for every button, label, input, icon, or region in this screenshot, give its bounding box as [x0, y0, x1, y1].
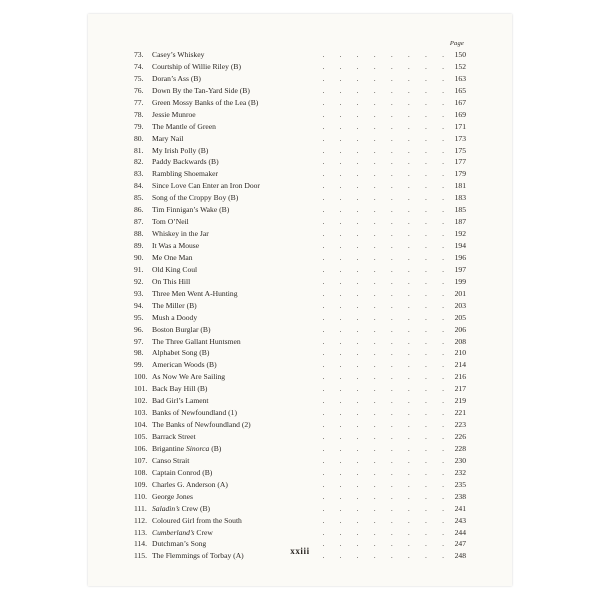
toc-entry — [134, 228, 466, 240]
entry-title — [152, 85, 250, 97]
dot-leader: . . . . . . . . — [322, 157, 444, 167]
entry-title-text: Tim Finnigan’s Wake (B) — [152, 205, 230, 215]
toc-entry — [134, 515, 466, 527]
entry-page-number: 181 — [454, 181, 466, 191]
entry-number: 100. — [134, 372, 148, 382]
toc-entry — [134, 216, 466, 228]
entry-title-text: Whiskey in the Jar — [152, 229, 209, 239]
entry-title-text: Rambling Shoemaker — [152, 169, 219, 179]
entry-page-number: 238 — [454, 491, 466, 501]
dot-leader: . . . . . . . . — [322, 420, 444, 430]
entry-title — [152, 515, 242, 527]
entry-page-number: 223 — [454, 420, 466, 430]
entry-title-text: My Irish Polly (B) — [152, 145, 209, 155]
entry-title-text: Coloured Girl from the South — [152, 515, 242, 525]
entry-title — [152, 383, 207, 395]
entry-title — [152, 133, 183, 145]
entry-number: 114. — [134, 539, 148, 549]
toc-entry — [134, 133, 466, 145]
toc-entry — [134, 145, 466, 157]
entry-title-text: Casey’s Whiskey — [152, 50, 205, 59]
entry-page-number: 175 — [454, 145, 466, 155]
entry-page-number: 177 — [454, 157, 466, 167]
dot-leader: . . . . . . . . — [322, 181, 444, 191]
entry-number: 95. — [134, 312, 144, 322]
entry-page-number: 201 — [454, 288, 466, 298]
entry-number: 111. — [134, 503, 147, 513]
entry-number: 104. — [134, 420, 148, 430]
entry-title — [152, 156, 219, 168]
entry-title — [152, 431, 196, 443]
entry-title-text: American Woods (B) — [152, 360, 217, 370]
entry-page-number: 192 — [454, 229, 466, 239]
entry-page-number: 163 — [454, 73, 466, 83]
entry-title-text: Down By the Tan-Yard Side (B) — [152, 85, 250, 95]
entry-title-text: Paddy Backwards (B) — [152, 157, 219, 167]
entry-title-suffix: (B) — [209, 443, 222, 453]
entry-page-number: 173 — [454, 133, 466, 143]
entry-title-text: Old King Coul — [152, 264, 198, 274]
toc-entry — [134, 288, 466, 300]
toc-entry — [134, 395, 466, 407]
entry-number: 113. — [134, 527, 148, 537]
toc-entry — [134, 419, 466, 431]
entry-number: 98. — [134, 348, 144, 358]
entry-title — [152, 288, 238, 300]
entry-number: 86. — [134, 205, 144, 215]
entry-page-number: 203 — [454, 300, 466, 310]
dot-leader: . . . . . . . . — [322, 241, 444, 250]
dot-leader: . . . . . . . . — [322, 503, 444, 513]
entry-title-suffix: Crew (B) — [179, 503, 211, 513]
dot-leader: . . . . . . . . — [322, 408, 444, 418]
toc-entry — [134, 61, 466, 73]
entry-page-number: 183 — [454, 193, 466, 203]
entry-title-text: Bad Girl’s Lament — [152, 396, 209, 406]
entry-title — [152, 109, 196, 121]
entry-number: 78. — [134, 109, 144, 119]
toc-entry — [134, 109, 466, 121]
entry-number: 76. — [134, 85, 144, 95]
entry-title — [152, 121, 216, 133]
entry-number: 79. — [134, 121, 144, 131]
entry-title — [152, 312, 197, 324]
entry-title-text: The Mantle of Green — [152, 121, 216, 131]
entry-page-number: 185 — [454, 205, 466, 215]
dot-leader: . . . . . . . . — [322, 396, 444, 406]
entry-page-number: 230 — [454, 455, 466, 465]
entry-title-text: Doran’s Ass (B) — [152, 73, 201, 83]
entry-title-text: Alphabet Song (B) — [152, 348, 210, 358]
entry-title — [152, 443, 221, 455]
toc-entry — [134, 73, 466, 85]
entry-title — [152, 324, 211, 336]
entry-title-text: Courtship of Willie Riley (B) — [152, 61, 241, 71]
entry-title — [152, 61, 241, 73]
entry-page-number: 187 — [454, 217, 466, 227]
entry-title-text: On This Hill — [152, 276, 191, 286]
toc-entry — [134, 479, 466, 491]
entry-title — [152, 49, 204, 61]
dot-leader: . . . . . . . . — [322, 133, 444, 143]
entry-number: 88. — [134, 229, 144, 239]
entry-number: 74. — [134, 61, 144, 71]
entry-title-text: Jessie Munroe — [152, 109, 196, 119]
entry-number: 109. — [134, 479, 148, 489]
entry-number: 101. — [134, 384, 148, 394]
entry-number: 108. — [134, 467, 148, 477]
entry-title — [152, 97, 258, 109]
entry-title — [152, 300, 197, 312]
entry-page-number: 150 — [454, 50, 466, 59]
dot-leader: . . . . . . . . — [322, 264, 444, 274]
entry-page-number: 226 — [454, 432, 466, 441]
toc-entry — [134, 192, 466, 204]
dot-leader: . . . . . . . . — [322, 539, 444, 549]
dot-leader: . . . . . . . . — [322, 432, 444, 441]
dot-leader: . . . . . . . . — [322, 50, 444, 59]
entry-title-text: Back Bay Hill (B) — [152, 384, 208, 394]
toc-entry — [134, 300, 466, 312]
entry-page-number: 241 — [454, 503, 466, 513]
entry-page-number: 194 — [454, 241, 466, 250]
entry-number: 94. — [134, 300, 144, 310]
entry-number: 89. — [134, 241, 144, 250]
dot-leader: . . . . . . . . — [322, 360, 444, 370]
dot-leader: . . . . . . . . — [322, 61, 444, 71]
entry-page-number: 217 — [454, 384, 466, 394]
entry-title — [152, 73, 201, 85]
entry-page-number: 216 — [454, 372, 466, 382]
dot-leader: . . . . . . . . — [322, 288, 444, 298]
entry-title — [152, 252, 193, 264]
entry-title — [152, 371, 225, 383]
entry-title — [152, 336, 241, 348]
entry-number: 96. — [134, 324, 144, 334]
entry-page-number: 248 — [454, 551, 466, 561]
entry-title — [152, 503, 210, 515]
entry-title-text: Charles G. Anderson (A) — [152, 479, 228, 489]
toc-entry — [134, 503, 466, 515]
entry-title — [152, 145, 208, 157]
book-page — [88, 14, 512, 586]
entry-title — [152, 180, 260, 192]
entry-page-number: 228 — [454, 443, 466, 453]
entry-title-italic: Sinorca — [185, 443, 210, 453]
dot-leader: . . . . . . . . — [322, 276, 444, 286]
dot-leader: . . . . . . . . — [322, 443, 444, 453]
entry-title-text: Since Love Can Enter an Iron Door — [152, 181, 260, 191]
dot-leader: . . . . . . . . — [322, 85, 444, 95]
entry-title — [152, 347, 209, 359]
entry-title — [152, 228, 209, 240]
dot-leader: . . . . . . . . — [322, 300, 444, 310]
entry-number: 75. — [134, 73, 144, 83]
entry-title-text: Barrack Street — [152, 432, 196, 441]
dot-leader: . . . . . . . . — [322, 193, 444, 203]
toc-entry — [134, 443, 466, 455]
entry-number: 97. — [134, 336, 144, 346]
toc-entry — [134, 455, 466, 467]
dot-leader: . . . . . . . . — [322, 73, 444, 83]
entry-title — [152, 276, 190, 288]
entry-number: 77. — [134, 97, 144, 107]
entry-page-number: 214 — [454, 360, 466, 370]
toc-entry — [134, 264, 466, 276]
entry-title-text: Boston Burglar (B) — [152, 324, 211, 334]
toc-entry — [134, 336, 466, 348]
dot-leader: . . . . . . . . — [322, 97, 444, 107]
entry-page-number: 221 — [454, 408, 466, 418]
toc-entry — [134, 121, 466, 133]
dot-leader: . . . . . . . . — [322, 336, 444, 346]
entry-number: 90. — [134, 252, 144, 262]
entry-number: 91. — [134, 264, 144, 274]
entry-number: 83. — [134, 169, 144, 179]
toc-entry — [134, 431, 466, 443]
toc-entry — [134, 276, 466, 288]
entry-number: 82. — [134, 157, 144, 167]
dot-leader: . . . . . . . . — [322, 169, 444, 179]
toc-entry — [134, 359, 466, 371]
entry-title-text: The Three Gallant Huntsmen — [152, 336, 241, 346]
entry-page-number: 235 — [454, 479, 466, 489]
entry-title-text: Canso Strait — [152, 455, 190, 465]
entry-title-text: Mush a Doody — [152, 312, 198, 322]
dot-leader: . . . . . . . . — [322, 229, 444, 239]
entry-number: 87. — [134, 217, 144, 227]
toc-entry — [134, 324, 466, 336]
entry-title-italic: Saladin’s — [152, 503, 180, 513]
entry-title — [152, 479, 228, 491]
entry-title-text: The Miller (B) — [152, 300, 197, 310]
entry-page-number: 247 — [454, 539, 466, 549]
toc-entry — [134, 252, 466, 264]
entry-title-text: Dutchman’s Song — [152, 539, 207, 549]
dot-leader: . . . . . . . . — [322, 205, 444, 215]
toc-entry — [134, 85, 466, 97]
toc-entry — [134, 204, 466, 216]
toc-entry — [134, 407, 466, 419]
entry-title — [152, 455, 189, 467]
dot-leader: . . . . . . . . — [322, 312, 444, 322]
entry-number: 84. — [134, 181, 144, 191]
entry-page-number: 196 — [454, 252, 466, 262]
dot-leader: . . . . . . . . — [322, 515, 444, 525]
entry-title-text: Three Men Went A-Hunting — [152, 288, 238, 298]
dot-leader: . . . . . . . . — [322, 372, 444, 382]
dot-leader: . . . . . . . . — [322, 109, 444, 119]
entry-page-number: 171 — [454, 121, 466, 131]
entry-title-text: The Banks of Newfoundland (2) — [152, 420, 251, 430]
entry-page-number: 219 — [454, 396, 466, 406]
entry-title-text: Mary Nail — [152, 133, 184, 143]
entry-number: 99. — [134, 360, 144, 370]
dot-leader: . . . . . . . . — [322, 324, 444, 334]
entry-title — [152, 192, 238, 204]
entry-title-text: The Flemmings of Torbay (A) — [152, 551, 244, 561]
toc-entry — [134, 180, 466, 192]
toc-entry — [134, 312, 466, 324]
toc-entry — [134, 97, 466, 109]
entry-page-number: 179 — [454, 169, 466, 179]
dot-leader: . . . . . . . . — [322, 121, 444, 131]
toc-entry — [134, 371, 466, 383]
dot-leader: . . . . . . . . — [322, 217, 444, 227]
entry-title-text: As Now We Are Sailing — [152, 372, 226, 382]
toc-entry — [134, 527, 466, 539]
toc-entry — [134, 347, 466, 359]
entry-title — [152, 407, 237, 419]
page-column-label: Page — [449, 40, 464, 47]
entry-page-number: 205 — [454, 312, 466, 322]
entry-title — [152, 359, 217, 371]
entry-page-number: 232 — [454, 467, 466, 477]
table-of-contents — [134, 49, 466, 562]
entry-title-text: George Jones — [152, 491, 193, 501]
entry-page-number: 210 — [454, 348, 466, 358]
toc-entry — [134, 491, 466, 503]
entry-number: 85. — [134, 193, 144, 203]
entry-page-number: 152 — [454, 61, 466, 71]
entry-title-text: Captain Conrod (B) — [152, 467, 213, 477]
entry-number: 110. — [134, 491, 148, 501]
dot-leader: . . . . . . . . — [322, 479, 444, 489]
entry-number: 81. — [134, 145, 144, 155]
entry-page-number: 199 — [454, 276, 466, 286]
entry-title — [152, 168, 218, 180]
entry-title-text: Me One Man — [152, 252, 193, 262]
entry-number: 106. — [134, 443, 148, 453]
entry-title — [152, 240, 199, 252]
entry-title — [152, 527, 213, 539]
entry-title — [152, 467, 212, 479]
entry-page-number: 165 — [454, 85, 466, 95]
dot-leader: . . . . . . . . — [322, 384, 444, 394]
entry-title — [152, 204, 229, 216]
entry-page-number: 167 — [454, 97, 466, 107]
entry-title-suffix: Crew — [194, 527, 213, 537]
dot-leader: . . . . . . . . — [322, 145, 444, 155]
toc-entry — [134, 383, 466, 395]
entry-title — [152, 216, 189, 228]
toc-entry — [134, 168, 466, 180]
entry-title — [152, 419, 251, 431]
entry-page-number: 243 — [454, 515, 466, 525]
entry-number: 103. — [134, 408, 148, 418]
toc-entry — [134, 467, 466, 479]
entry-page-number: 197 — [454, 264, 466, 274]
entry-page-number: 206 — [454, 324, 466, 334]
entry-page-number: 244 — [454, 527, 466, 537]
entry-title-text: Song of the Croppy Boy (B) — [152, 193, 239, 203]
entry-title-text: Tom O’Neil — [152, 217, 189, 227]
entry-number: 112. — [134, 515, 148, 525]
entry-title — [152, 395, 209, 407]
dot-leader: . . . . . . . . — [322, 527, 444, 537]
entry-page-number: 169 — [454, 109, 466, 119]
entry-title-italic: Cumberland’s — [152, 527, 195, 537]
dot-leader: . . . . . . . . — [322, 491, 444, 501]
dot-leader: . . . . . . . . — [322, 348, 444, 358]
entry-number: 115. — [134, 551, 148, 561]
entry-title-text: Banks of Newfoundland (1) — [152, 408, 237, 418]
toc-entry — [134, 240, 466, 252]
entry-title-text: It Was a Mouse — [152, 241, 200, 250]
entry-title-text: Brigantine — [152, 443, 186, 453]
entry-page-number: 208 — [454, 336, 466, 346]
entry-number: 93. — [134, 288, 144, 298]
toc-entry — [134, 156, 466, 168]
entry-number: 80. — [134, 133, 144, 143]
dot-leader: . . . . . . . . — [322, 252, 444, 262]
dot-leader: . . . . . . . . — [322, 551, 444, 561]
entry-title — [152, 491, 193, 503]
entry-number: 73. — [134, 50, 144, 59]
dot-leader: . . . . . . . . — [322, 455, 444, 465]
entry-number: 102. — [134, 396, 148, 406]
entry-title-text: Green Mossy Banks of the Lea (B) — [152, 97, 259, 107]
entry-number: 92. — [134, 276, 144, 286]
dot-leader: . . . . . . . . — [322, 467, 444, 477]
toc-entry — [134, 49, 466, 61]
entry-number: 107. — [134, 455, 148, 465]
entry-title — [152, 264, 197, 276]
entry-number: 105. — [134, 432, 148, 441]
page-folio: xxiii — [290, 546, 310, 556]
